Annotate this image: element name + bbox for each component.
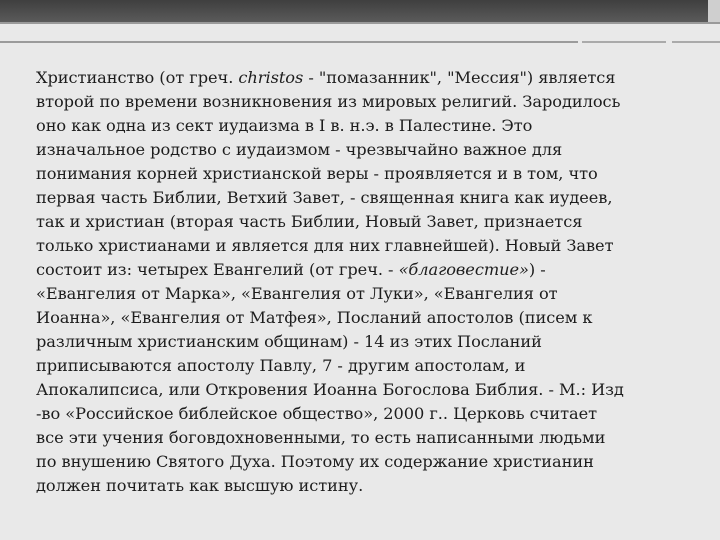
text-line: второй по времени возникновения из мировых религий. Зародилось bbox=[36, 92, 621, 111]
text-line: Иоанна», «Евангелия от Матфея», Посланий апостолов (писем к bbox=[36, 308, 593, 327]
text-line: понимания корней христианской веры - проявляется и в том, что bbox=[36, 164, 598, 183]
text-line: все эти учения боговдохновенными, то есть написанными людьми bbox=[36, 428, 606, 447]
header-accent-block bbox=[708, 0, 720, 22]
text-line: первая часть Библии, Ветхий Завет, - священная книга как иудеев, bbox=[36, 188, 613, 207]
slide-header-bar bbox=[0, 0, 720, 34]
text-line: изначальное родство с иудаизмом - чрезвычайно важное для bbox=[36, 140, 563, 159]
text-line: -во «Российское библейское общество», 2000 г.. Церковь считает bbox=[36, 404, 598, 423]
text-line: различным христианским общинам) - 14 из этих Посланий bbox=[36, 332, 542, 351]
body-text bbox=[36, 66, 700, 498]
rule-line-middle bbox=[582, 41, 666, 43]
text-line: приписываются апостолу Павлу, 7 - другим апостолам, и bbox=[36, 356, 526, 375]
rule-line-right bbox=[672, 41, 720, 43]
text-line: так и христиан (вторая часть Библии, Новый Завет, признается bbox=[36, 212, 583, 231]
text-line: оно как одна из сект иудаизма в I в. н.э. в Палестине. Это bbox=[36, 116, 533, 135]
text-line: Христианство (от греч. christos - "помазанник", "Мессия") является bbox=[36, 68, 616, 87]
rule-line-left bbox=[0, 41, 578, 43]
text-line: только христианами и является для них главнейшей). Новый Завет bbox=[36, 236, 614, 255]
text-line: по внушению Святого Духа. Поэтому их содержание христианин bbox=[36, 452, 594, 471]
text-line: должен почитать как высшую истину. bbox=[36, 476, 364, 495]
header-dark-band bbox=[0, 0, 720, 22]
text-line: состоит из: четырех Евангелий (от греч. - «благовестие») - bbox=[36, 260, 546, 279]
text-line: Апокалипсиса, или Откровения Иоанна Богослова Библия. - М.: Изд bbox=[36, 380, 624, 399]
text-line: «Евангелия от Марка», «Евангелия от Луки», «Евангелия от bbox=[36, 284, 558, 303]
header-divider bbox=[0, 22, 720, 24]
